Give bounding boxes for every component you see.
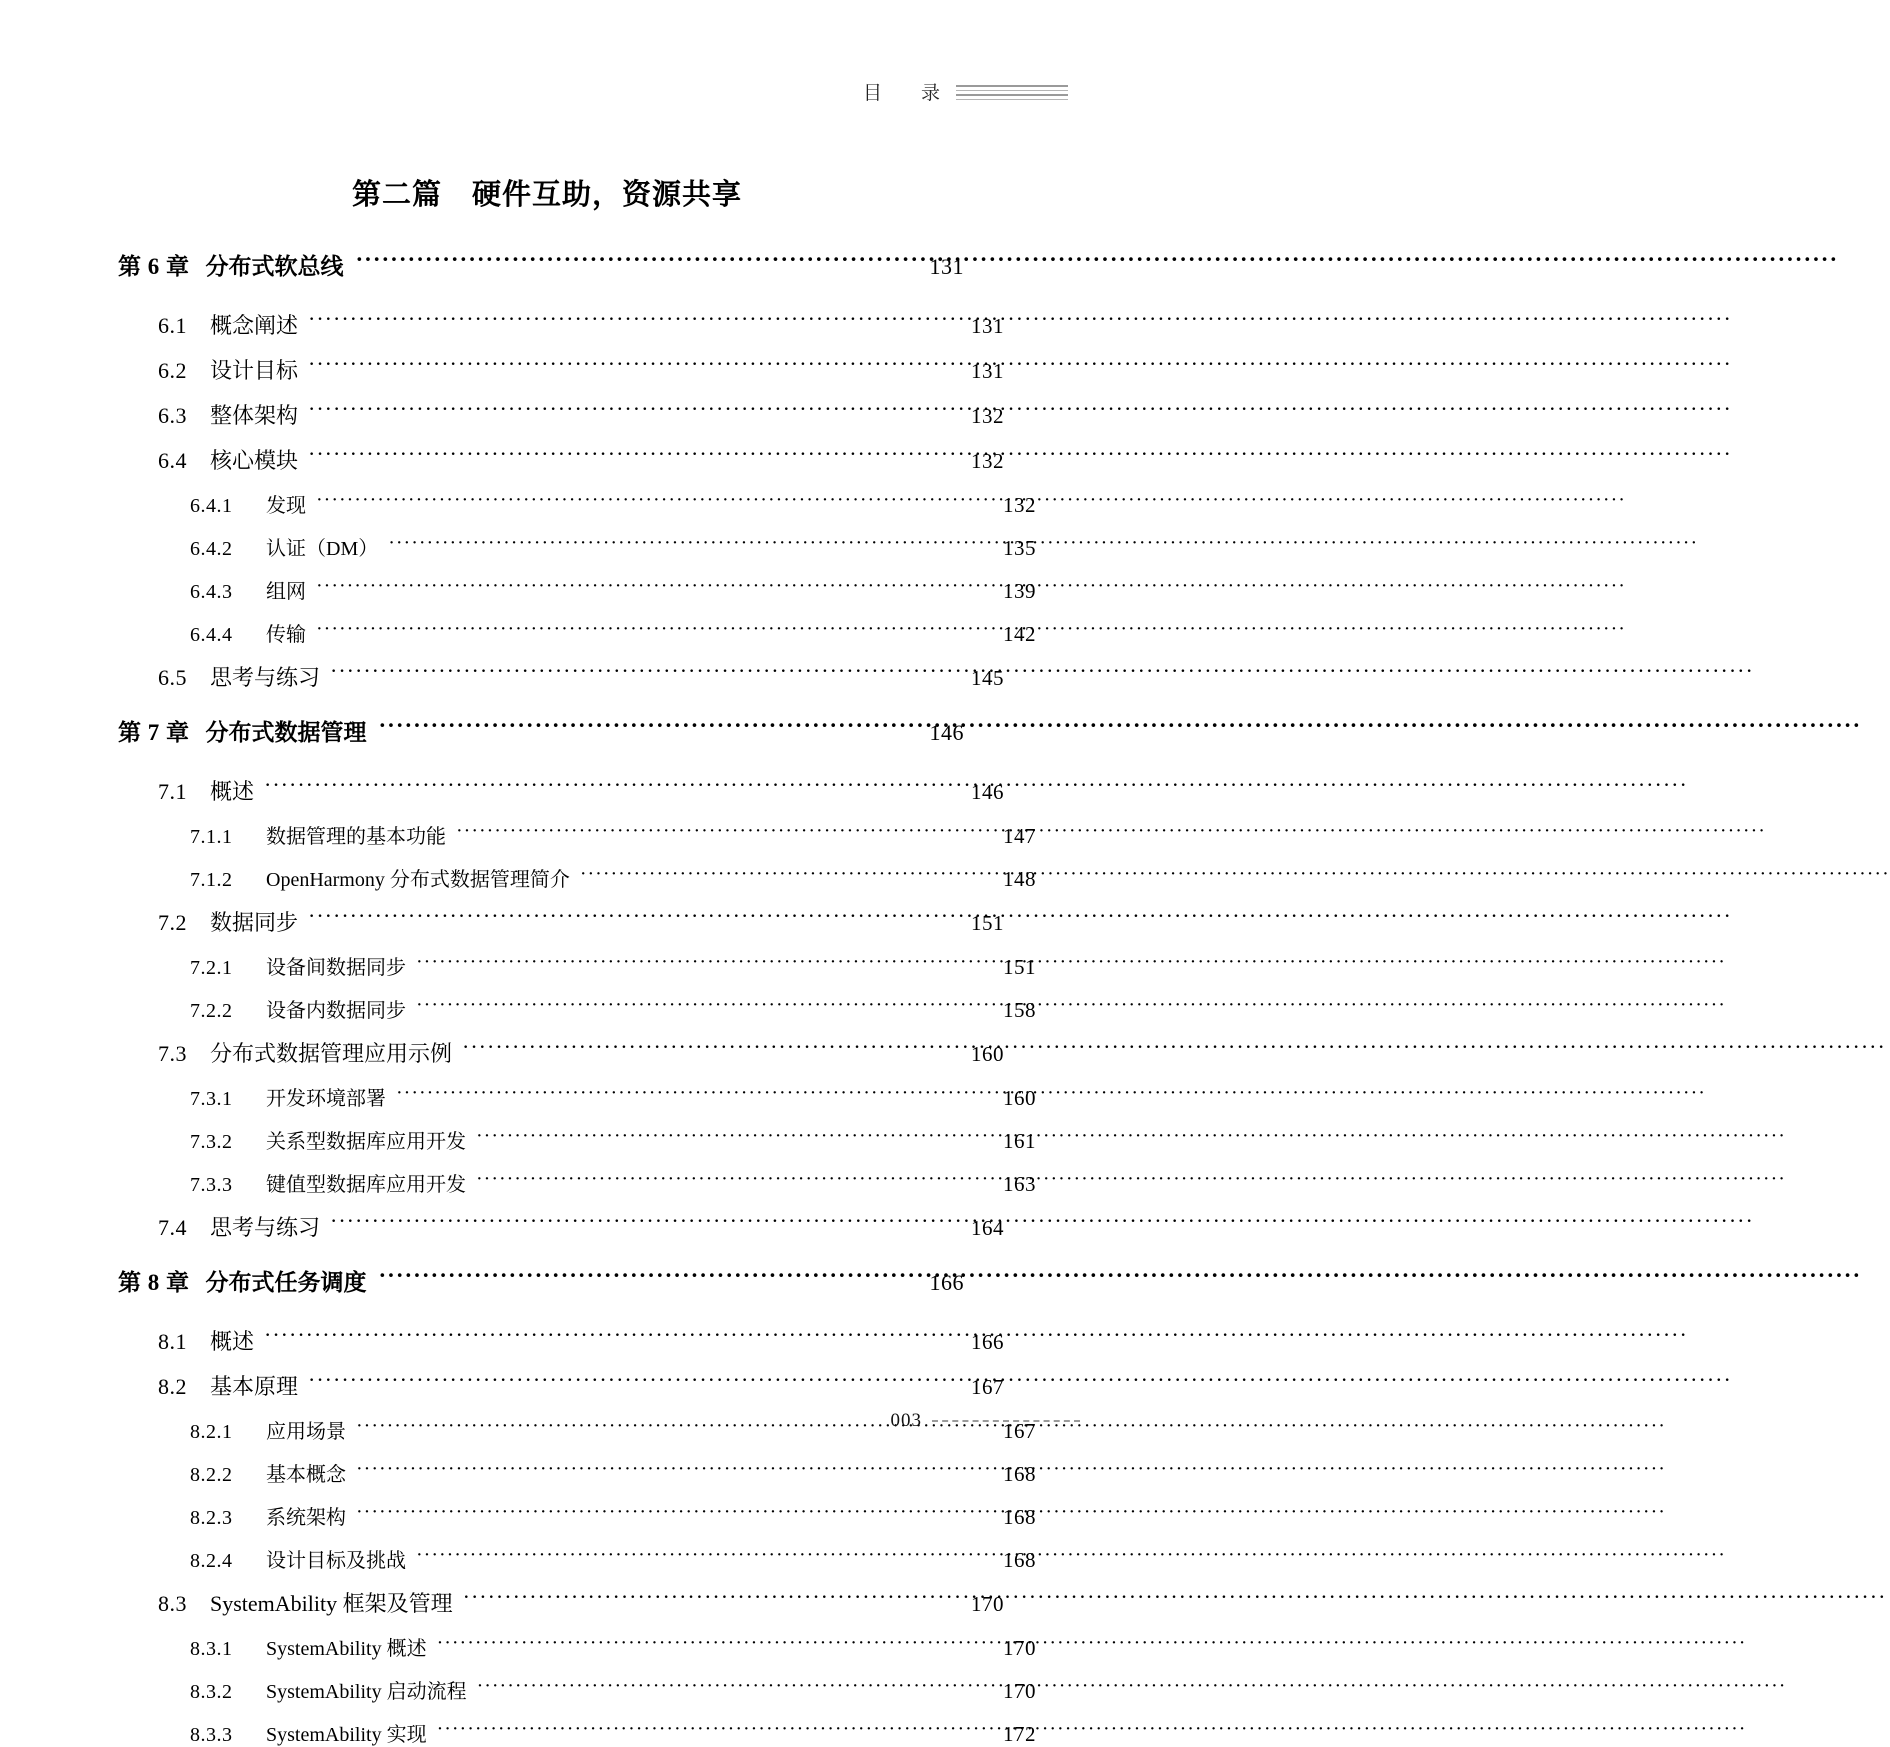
toc-dot-leader: [456, 823, 984, 843]
toc-entry-row[interactable]: [190, 820, 1036, 849]
toc-entry-title: 认证（DM）: [266, 538, 379, 560]
toc-entry-row[interactable]: [190, 1544, 1036, 1573]
toc-entry-title: SystemAbility 实现: [266, 1724, 427, 1746]
toc-page-number: 135: [1003, 536, 1036, 560]
toc-page-number: 147: [1003, 824, 1036, 848]
toc-dot-leader: [264, 777, 952, 799]
toc-page-number: 167: [971, 1375, 1004, 1399]
toc-entry-number: 8.2.4: [190, 1550, 233, 1572]
toc-entry-label: [158, 661, 320, 692]
toc-page-number: 168: [1003, 1548, 1036, 1572]
toc-entry-row[interactable]: [158, 1325, 1004, 1356]
toc-page-number: 164: [971, 1216, 1004, 1240]
toc-dot-leader: [308, 401, 952, 423]
toc-dot-leader: [308, 1372, 952, 1394]
toc-page-number: 132: [971, 404, 1004, 428]
toc-entry-label: [118, 1264, 367, 1297]
toc-page-number: 132: [971, 449, 1004, 473]
toc-entry-row[interactable]: [190, 575, 1036, 604]
toc-entry-row[interactable]: [158, 1370, 1004, 1401]
toc-entry-title: 关系型数据库应用开发: [266, 1131, 466, 1153]
toc-entry-row[interactable]: [190, 1082, 1036, 1111]
toc-entry-label: [190, 820, 446, 849]
toc-entry-title: 设备内数据同步: [266, 1000, 406, 1022]
toc-page-number: 161: [1003, 1129, 1036, 1153]
toc-page-number: 170: [971, 1592, 1004, 1616]
toc-entry-label: [190, 1082, 386, 1111]
toc-entry-number: 7.2.2: [190, 1000, 233, 1022]
toc-entry-label: [158, 354, 298, 385]
toc-entry-number: 第 7 章: [118, 720, 190, 745]
toc-page-number: 168: [1003, 1462, 1036, 1486]
toc-entry-number: 6.4: [158, 448, 187, 473]
toc-dot-leader: [437, 1721, 984, 1741]
toc-page-number: 163: [1003, 1172, 1036, 1196]
toc-entry-label: [158, 1037, 452, 1068]
toc-dot-leader: [416, 997, 984, 1017]
toc-page-number: 168: [1003, 1505, 1036, 1529]
toc-entry-number: 第 6 章: [118, 254, 190, 279]
toc-entry-title: 数据同步: [210, 910, 299, 935]
toc-entry-title: OpenHarmony 分布式数据管理简介: [266, 869, 570, 891]
toc-entry-label: [158, 1587, 453, 1618]
toc-entry-label: [118, 248, 344, 281]
toc-dot-leader: [356, 251, 913, 274]
toc-entry-number: 8.3.3: [190, 1724, 233, 1746]
toc-page-number: 166: [971, 1330, 1004, 1354]
toc-entry-title: 基本原理: [210, 1374, 299, 1399]
toc-dot-leader: [476, 1171, 984, 1191]
toc-entry-row[interactable]: [190, 1168, 1036, 1197]
toc-entry-label: [190, 951, 406, 980]
toc-entry-number: 7.1.2: [190, 869, 233, 891]
toc-entry-label: [190, 1675, 467, 1704]
toc-dot-leader: [308, 908, 952, 930]
toc-entry-label: [158, 775, 254, 806]
toc-entry-number: 8.2: [158, 1374, 187, 1399]
toc-entry-title: 分布式软总线: [205, 254, 344, 279]
toc-entry-row[interactable]: [190, 1501, 1036, 1530]
toc-entry-row[interactable]: [190, 1632, 1036, 1661]
toc-page-number: 148: [1003, 867, 1036, 891]
toc-page-number: 151: [971, 911, 1004, 935]
toc-entry-title: 设备间数据同步: [266, 957, 406, 979]
toc-entry-label: [158, 1325, 254, 1356]
toc-dot-leader: [308, 311, 952, 333]
toc-entry-number: 6.4.4: [190, 624, 233, 646]
toc-entry-label: [190, 994, 406, 1023]
toc-dot-leader: [264, 1327, 952, 1349]
toc-page-number: 170: [1003, 1679, 1036, 1703]
toc-entry-title: 概述: [210, 1329, 255, 1354]
toc-entry-row[interactable]: [158, 906, 1004, 937]
toc-entry-number: 8.2.3: [190, 1507, 233, 1529]
toc-entry-title: 应用场景: [266, 1421, 346, 1443]
toc-entry-label: [158, 1370, 298, 1401]
toc-page-number: 160: [971, 1042, 1004, 1066]
toc-entry-label: [158, 1211, 320, 1242]
toc-dot-leader: [356, 1461, 984, 1481]
toc-entry-label: [190, 1501, 346, 1530]
toc-entry-title: 概述: [210, 779, 255, 804]
toc-entry-number: 8.2.2: [190, 1464, 233, 1486]
toc-page-number: 166: [929, 1270, 964, 1295]
toc-entry-title: 分布式任务调度: [205, 1270, 367, 1295]
toc-entry-label: [190, 1125, 466, 1154]
toc-entry-number: 6.1: [158, 313, 187, 338]
toc-entry-number: 7.3.3: [190, 1174, 233, 1196]
toc-entry-title: SystemAbility 框架及管理: [210, 1591, 453, 1616]
toc-entry-number: 6.3: [158, 403, 187, 428]
toc-dot-leader: [437, 1635, 984, 1655]
toc-entry-title: 设计目标: [210, 358, 299, 383]
toc-dot-leader: [580, 866, 984, 886]
toc-page-number: 167: [1003, 1419, 1036, 1443]
toc-entry-label: [190, 489, 306, 518]
toc-entry-row[interactable]: [158, 309, 1004, 340]
toc-chapter-row[interactable]: [118, 248, 964, 281]
toc-entry-label: [190, 618, 306, 647]
toc-list: [118, 248, 1036, 1747]
toc-page-number: 170: [1003, 1636, 1036, 1660]
toc-entry-row[interactable]: [190, 1458, 1036, 1487]
toc-page-number: 160: [1003, 1086, 1036, 1110]
toc-entry-number: 6.5: [158, 665, 187, 690]
toc-dot-leader: [462, 1039, 952, 1061]
toc-entry-row[interactable]: [190, 489, 1036, 518]
toc-chapter-row[interactable]: [118, 1264, 964, 1297]
toc-page-number: 131: [971, 314, 1004, 338]
toc-page-number: 145: [971, 666, 1004, 690]
toc-entry-number: 6.4.3: [190, 581, 233, 603]
toc-entry-number: 6.4.1: [190, 495, 233, 517]
footer-rule-decoration: [932, 1420, 1080, 1422]
toc-entry-title: 发现: [266, 495, 306, 517]
toc-entry-number: 7.3.2: [190, 1131, 233, 1153]
toc-entry-row[interactable]: [190, 1125, 1036, 1154]
toc-dot-leader: [316, 578, 984, 598]
toc-entry-row[interactable]: [190, 1675, 1036, 1704]
toc-entry-title: 分布式数据管理应用示例: [210, 1041, 453, 1066]
toc-page-number: 131: [929, 254, 964, 279]
toc-entry-number: 8.1: [158, 1329, 187, 1354]
toc-page-number: 131: [971, 359, 1004, 383]
toc-entry-row[interactable]: [190, 532, 1036, 561]
toc-dot-leader: [316, 621, 984, 641]
toc-entry-row[interactable]: [190, 863, 1036, 892]
toc-entry-label: [190, 532, 378, 561]
toc-entry-title: 开发环境部署: [266, 1088, 386, 1110]
toc-dot-leader: [308, 446, 952, 468]
toc-entry-title: 概念阐述: [210, 313, 299, 338]
toc-entry-number: 7.1.1: [190, 826, 233, 848]
toc-entry-number: 6.4.2: [190, 538, 233, 560]
toc-entry-title: 整体架构: [210, 403, 299, 428]
toc-dot-leader: [396, 1085, 984, 1105]
toc-entry-title: 思考与练习: [210, 665, 321, 690]
toc-page-number: 139: [1003, 579, 1036, 603]
toc-entry-label: [190, 1458, 346, 1487]
toc-entry-title: 键值型数据库应用开发: [266, 1174, 466, 1196]
toc-entry-title: 系统架构: [266, 1507, 346, 1529]
toc-page-number: 142: [1003, 622, 1036, 646]
toc-entry-title: 基本概念: [266, 1464, 346, 1486]
toc-dot-leader: [416, 954, 984, 974]
part-title: 第二篇 硬件互助，资源共享: [352, 179, 743, 211]
toc-dot-leader: [379, 1267, 913, 1290]
toc-dot-leader: [476, 1128, 984, 1148]
toc-entry-row[interactable]: [190, 1718, 1036, 1747]
toc-entry-row[interactable]: [158, 1587, 1004, 1618]
toc-entry-label: [190, 1718, 427, 1747]
toc-entry-row[interactable]: [190, 618, 1036, 647]
toc-entry-title: 传输: [266, 624, 306, 646]
toc-dot-leader: [379, 717, 913, 740]
toc-entry-label: [158, 444, 298, 475]
toc-entry-number: 7.4: [158, 1215, 187, 1240]
toc-entry-label: [190, 1632, 427, 1661]
toc-entry-number: 8.2.1: [190, 1421, 233, 1443]
toc-entry-label: [190, 863, 570, 892]
toc-dot-leader: [477, 1678, 984, 1698]
toc-entry-row[interactable]: [158, 1037, 1004, 1068]
toc-entry-title: 核心模块: [210, 448, 299, 473]
toc-entry-label: [190, 575, 306, 604]
toc-entry-title: 设计目标及挑战: [266, 1550, 406, 1572]
toc-page-number: 146: [929, 720, 964, 745]
toc-entry-title: 数据管理的基本功能: [266, 826, 446, 848]
toc-entry-row[interactable]: [190, 994, 1036, 1023]
toc-page-number: 172: [1003, 1722, 1036, 1746]
toc-dot-leader: [330, 663, 952, 685]
toc-entry-row[interactable]: [158, 444, 1004, 475]
toc-entry-title: SystemAbility 启动流程: [266, 1681, 467, 1703]
toc-entry-number: 8.3.2: [190, 1681, 233, 1703]
toc-entry-label: [158, 309, 298, 340]
toc-entry-title: SystemAbility 概述: [266, 1638, 427, 1660]
toc-dot-leader: [416, 1547, 984, 1567]
toc-entry-row[interactable]: [158, 354, 1004, 385]
toc-chapter-row[interactable]: [118, 714, 964, 747]
toc-entry-row[interactable]: [158, 1211, 1004, 1242]
toc-dot-leader: [356, 1504, 984, 1524]
toc-entry-label: [158, 399, 298, 430]
toc-entry-number: 7.2.1: [190, 957, 233, 979]
toc-entry-number: 7.2: [158, 910, 187, 935]
toc-dot-leader: [463, 1589, 952, 1611]
toc-entry-label: [190, 1415, 346, 1444]
toc-entry-title: 思考与练习: [210, 1215, 321, 1240]
folio-number: 003: [890, 1410, 922, 1431]
toc-dot-leader: [330, 1213, 952, 1235]
toc-entry-row[interactable]: [158, 399, 1004, 430]
toc-entry-row[interactable]: [190, 951, 1036, 980]
toc-dot-leader: [388, 535, 984, 555]
toc-entry-row[interactable]: [158, 775, 1004, 806]
toc-entry-number: 第 8 章: [118, 1270, 190, 1295]
toc-entry-title: 分布式数据管理: [205, 720, 367, 745]
running-header: [863, 78, 1068, 105]
toc-page-number: 146: [971, 780, 1004, 804]
toc-dot-leader: [316, 492, 984, 512]
toc-entry-label: [158, 906, 298, 937]
toc-entry-number: 8.3: [158, 1591, 187, 1616]
running-header-title: 目 录: [862, 83, 950, 104]
toc-dot-leader: [308, 356, 952, 378]
toc-page-number: 151: [1003, 955, 1036, 979]
header-rule-decoration: [956, 83, 1068, 100]
toc-entry-number: 7.3: [158, 1041, 187, 1066]
toc-entry-number: 6.2: [158, 358, 187, 383]
toc-entry-number: 7.1: [158, 779, 187, 804]
toc-entry-number: 7.3.1: [190, 1088, 233, 1110]
toc-entry-label: [118, 714, 367, 747]
toc-entry-number: 8.3.1: [190, 1638, 233, 1660]
toc-entry-label: [190, 1544, 406, 1573]
toc-entry-title: 组网: [266, 581, 306, 603]
toc-entry-row[interactable]: [158, 661, 1004, 692]
toc-page-number: 132: [1003, 493, 1036, 517]
page-footer: [891, 1410, 1081, 1432]
toc-page-number: 158: [1003, 998, 1036, 1022]
toc-entry-label: [190, 1168, 466, 1197]
